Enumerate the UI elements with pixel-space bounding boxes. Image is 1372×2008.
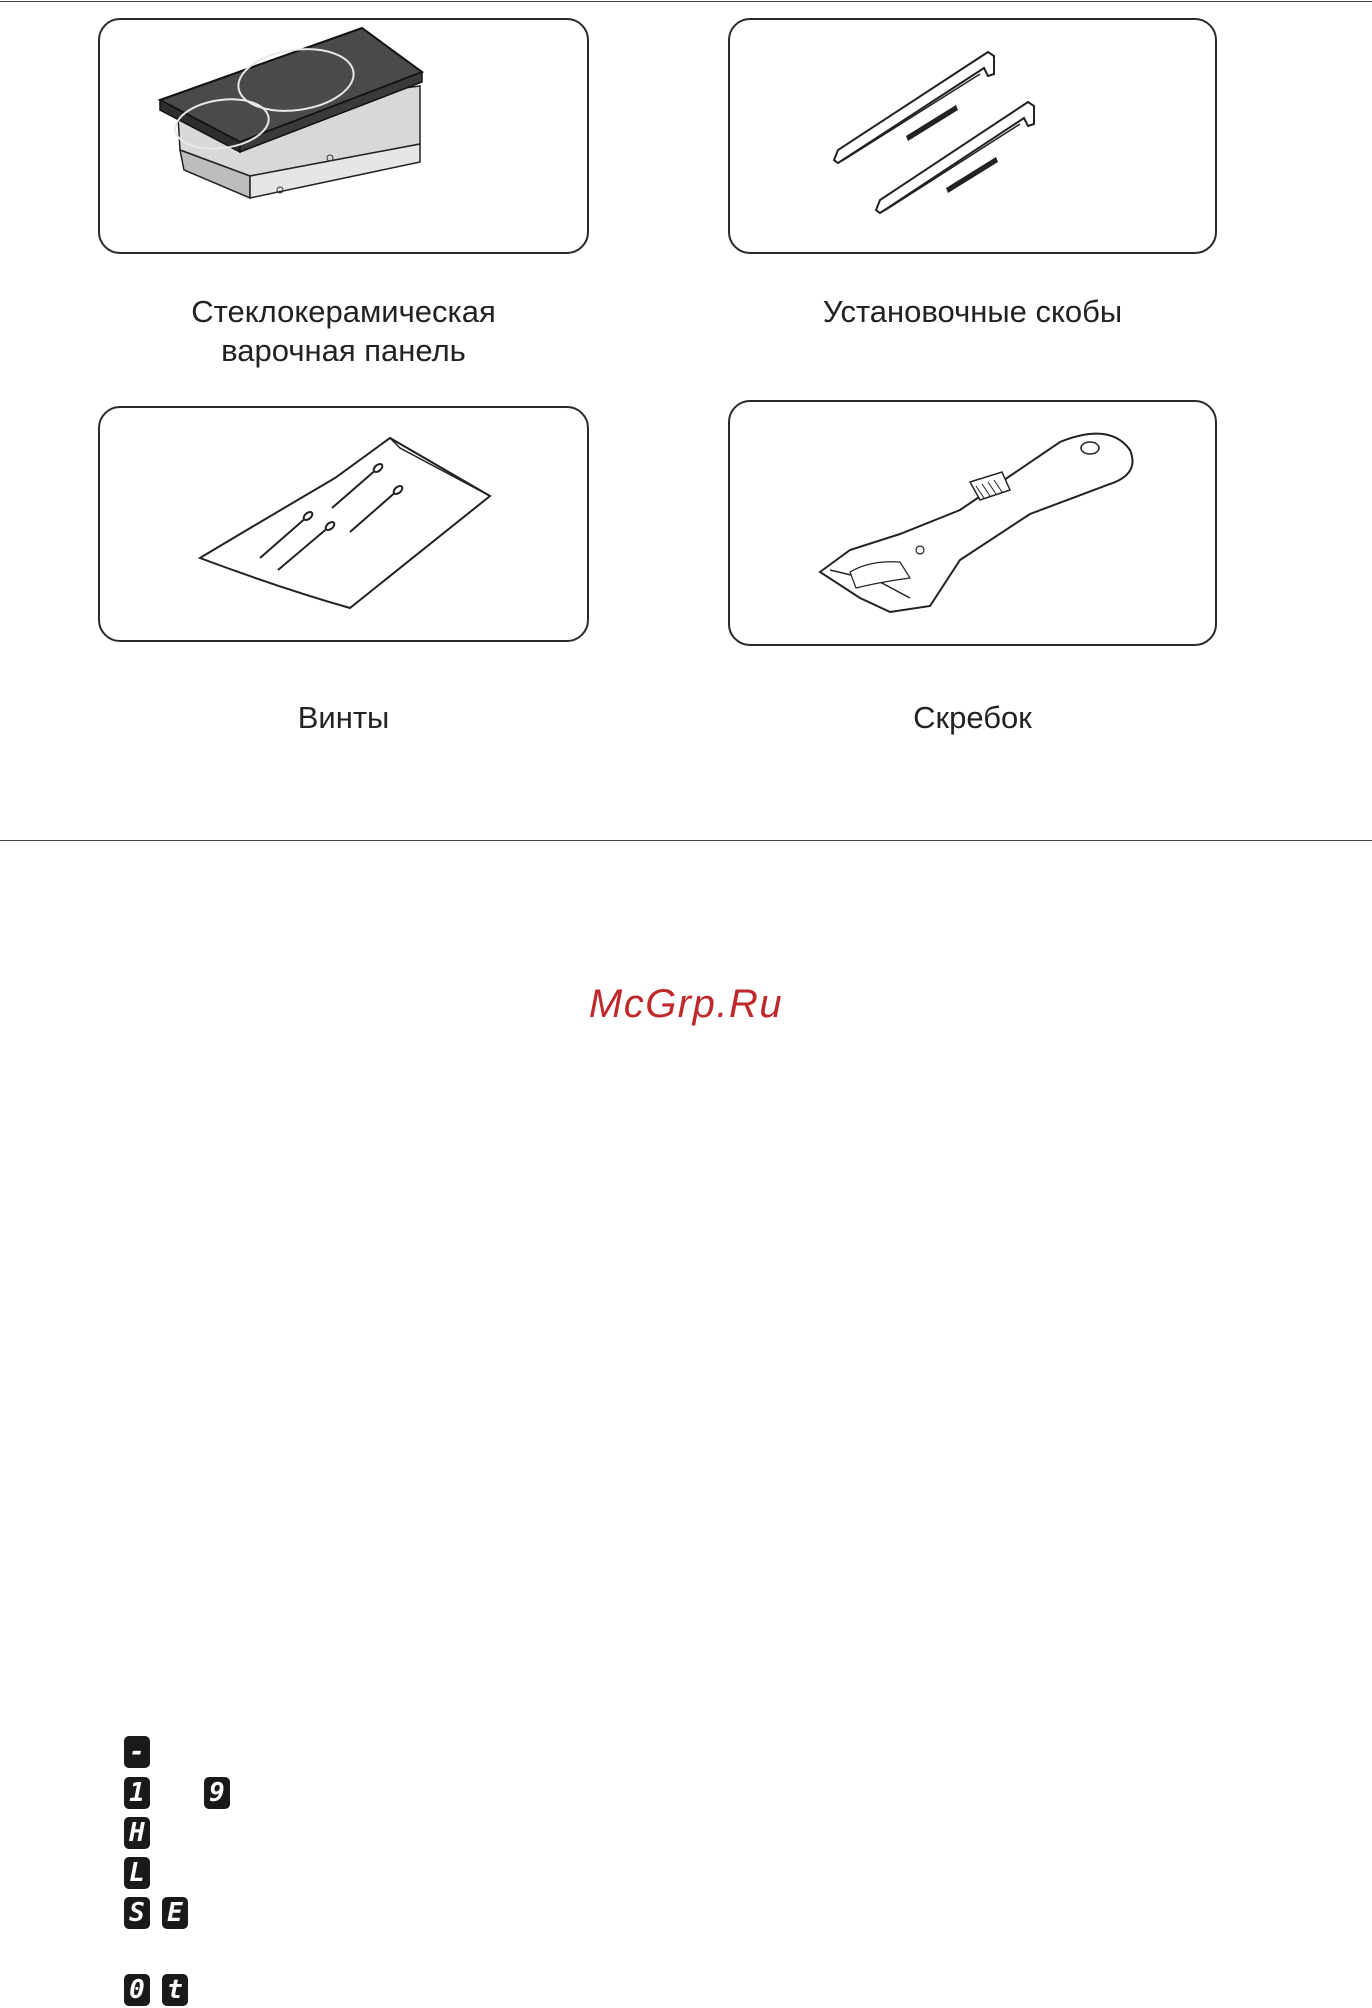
display-symbol-1: 1 [124, 1777, 150, 1809]
display-symbol-t: t [162, 1974, 188, 2006]
screws-illustration-card [98, 406, 589, 642]
scraper-caption [728, 698, 1217, 737]
display-symbol-s: S [124, 1897, 150, 1929]
hob-caption [98, 292, 589, 370]
scraper-icon [730, 402, 1217, 646]
display-symbol-0: 0 [124, 1974, 150, 2006]
display-symbol-l: L [124, 1857, 150, 1889]
brackets-caption [728, 292, 1217, 331]
scraper-caption-line1: Скребок [913, 700, 1032, 735]
middle-rule [0, 840, 1372, 841]
hob-illustration-card [98, 18, 589, 254]
top-rule [0, 1, 1372, 2]
brackets-caption-line1: Установочные скобы [822, 294, 1123, 329]
scraper-illustration-card [728, 400, 1217, 646]
display-symbol-e: E [162, 1897, 188, 1929]
display-symbol-9: 9 [204, 1777, 230, 1809]
watermark-text: McGrp.Ru [588, 982, 784, 1026]
brackets-illustration-card [728, 18, 1217, 254]
screws-caption [98, 698, 589, 737]
hob-caption-line1: Стеклокерамическая [191, 294, 496, 329]
screws-bag-icon [100, 408, 589, 642]
mounting-brackets-icon [730, 20, 1217, 254]
hob-caption-line2: варочная панель [221, 333, 466, 368]
display-symbol-dash: - [124, 1736, 150, 1768]
display-symbol-h: H [124, 1817, 150, 1849]
hob-icon [100, 20, 589, 254]
screws-caption-line1: Винты [297, 700, 390, 735]
